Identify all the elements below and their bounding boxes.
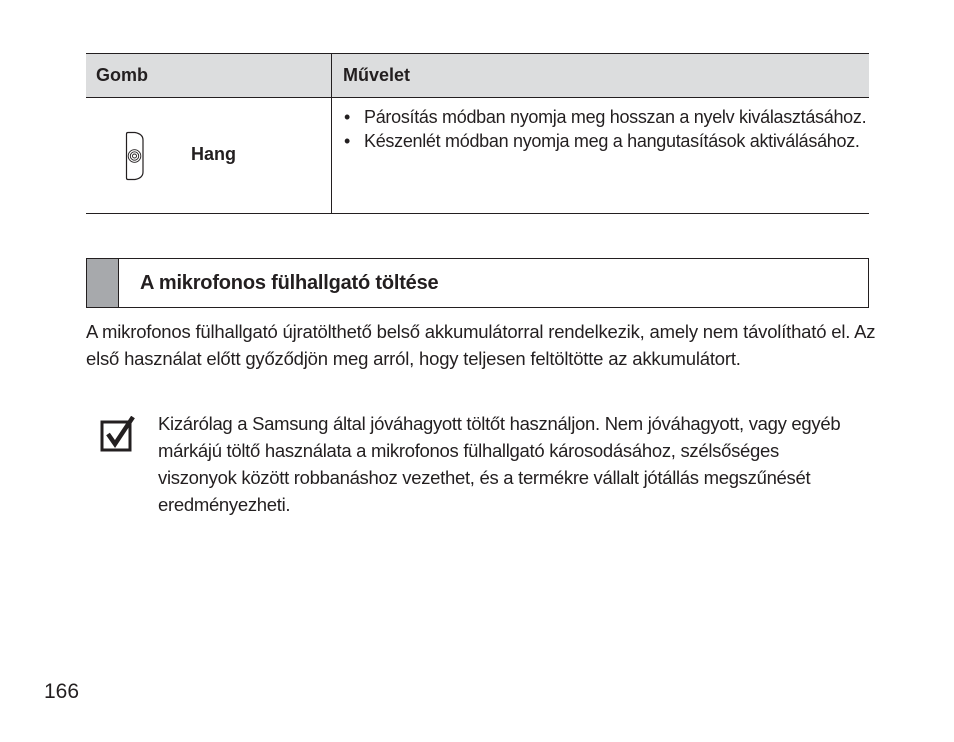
column-header-action: Művelet	[343, 65, 411, 85]
voice-button-icon	[124, 131, 146, 181]
action-text: Párosítás módban nyomja meg hosszan a nyelv kiválasztásához.	[364, 107, 867, 127]
page-number: 166	[44, 680, 80, 703]
bullet-marker: •	[344, 131, 351, 151]
button-function-table	[86, 53, 869, 214]
heading-accent-bar	[87, 259, 119, 307]
bullet-marker: •	[344, 107, 351, 127]
section-body-text: A mikrofonos fülhallgató újratölthető belső akkumulátorral rendelkezik, amely nem távolítható el. Az első használat előtt győződjön meg arról, hogy teljesen feltöltötte az akkumulátort.	[86, 321, 876, 369]
button-cell	[86, 98, 332, 213]
section-heading-box	[86, 258, 869, 308]
checkmark-note-icon	[100, 416, 136, 452]
table-header-row	[86, 54, 869, 98]
section-title: A mikrofonos fülhallgató töltése	[140, 272, 439, 294]
button-name-label: Hang	[191, 144, 236, 164]
action-cell	[332, 98, 869, 213]
action-list	[343, 105, 869, 153]
note-text: Kizárólag a Samsung által jóváhagyott töltőt használjon. Nem jóváhagyott, vagy egyéb márkájú töltő használata a mikrofonos fülhallgató károsodásához, szélsőséges viszonyok között robbanáshoz vezethet, és a termékre vállalt jótállás megszűnését eredményezheti.	[158, 413, 841, 515]
list-item	[343, 105, 869, 129]
table-row	[86, 98, 869, 213]
action-text: Készenlét módban nyomja meg a hangutasítások aktiválásához.	[364, 131, 860, 151]
column-header-button: Gomb	[86, 54, 332, 97]
list-item	[343, 129, 869, 153]
